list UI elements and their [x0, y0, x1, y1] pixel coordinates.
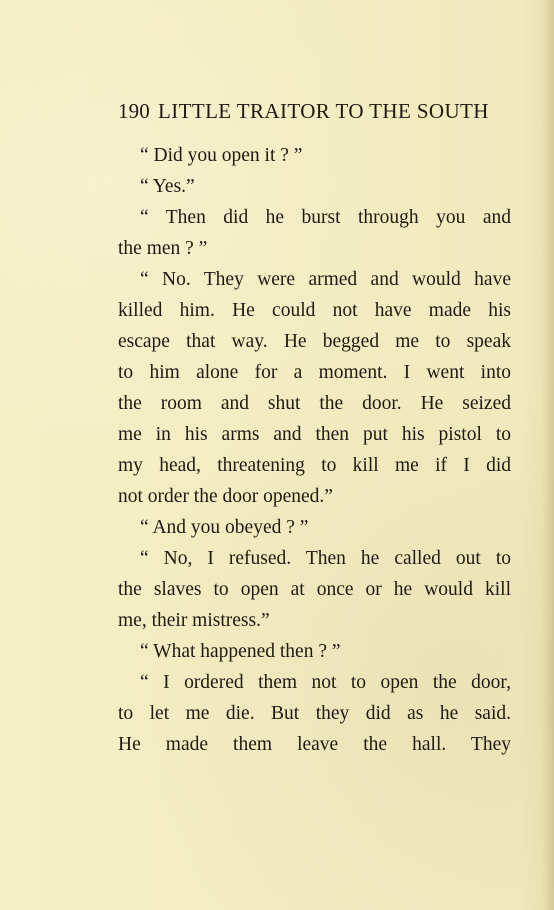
text-line: “ No. They were armed and would have: [140, 269, 511, 290]
body-text: [118, 140, 511, 760]
text-line: escape that way. He begged me to speak: [118, 331, 511, 352]
text-line: killed him. He could not have made his: [118, 300, 511, 321]
text-line: “ Yes.”: [140, 176, 195, 197]
page-number: 190: [118, 99, 150, 123]
text-line: to him alone for a moment. I went into: [118, 362, 511, 383]
running-head: [118, 96, 514, 126]
running-title: LITTLE TRAITOR TO THE SOUTH: [158, 99, 489, 123]
text-line: “ What happened then ? ”: [140, 641, 341, 662]
text-line: to let me die. But they did as he said.: [118, 703, 511, 724]
text-line: the slaves to open at once or he would kill: [118, 579, 511, 600]
text-line: “ And you obeyed ? ”: [140, 517, 309, 538]
text-line: me in his arms and then put his pistol to: [118, 424, 511, 445]
text-line: “ Then did he burst through you and: [140, 207, 511, 228]
text-line: “ I ordered them not to open the door,: [140, 672, 511, 693]
text-line: the men ? ”: [118, 238, 208, 259]
text-line: “ No, I refused. Then he called out to: [140, 548, 511, 569]
text-line: my head, threatening to kill me if I did: [118, 455, 511, 476]
text-line: not order the door opened.”: [118, 486, 333, 507]
text-line: the room and shut the door. He seized: [118, 393, 511, 414]
text-line: “ Did you open it ? ”: [140, 145, 303, 166]
page-edge-shadow: [542, 0, 554, 910]
text-line: me, their mistress.”: [118, 610, 270, 631]
text-line: He made them leave the hall. They: [118, 734, 511, 755]
